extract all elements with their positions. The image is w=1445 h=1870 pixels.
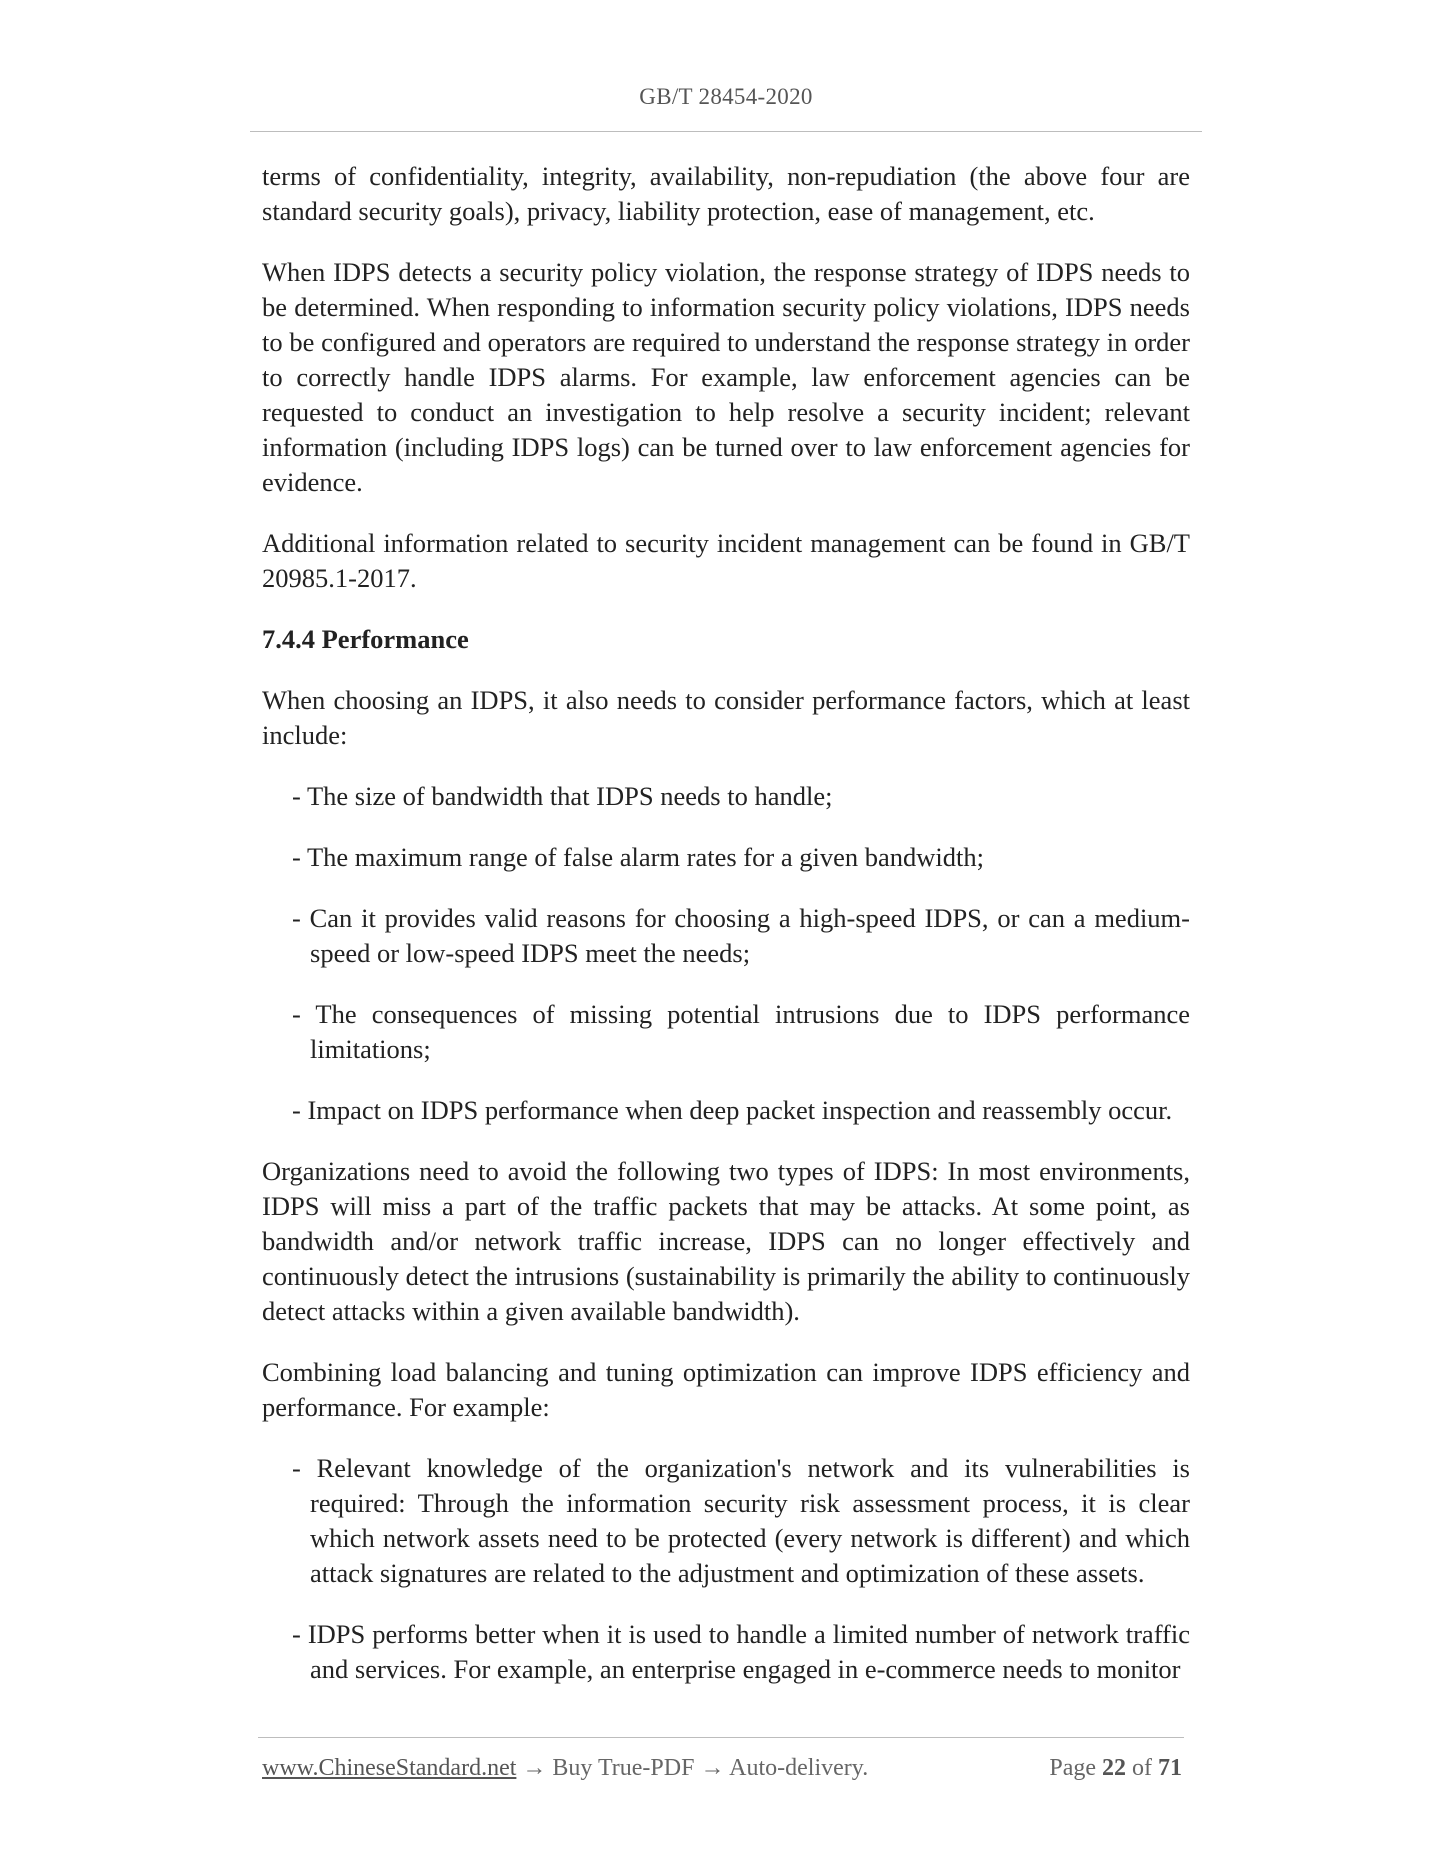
header-divider xyxy=(250,131,1202,132)
footer-divider xyxy=(258,1737,1184,1738)
list-item: - IDPS performs better when it is used to handle a limited number of network traffic and services. For example, an enterprise engaged in e-commerce needs to monitor xyxy=(292,1619,1190,1684)
paragraph: When choosing an IDPS, it also needs to consider performance factors, which at least include: xyxy=(262,685,1190,750)
of-label: of xyxy=(1132,1755,1152,1781)
page-label: Page xyxy=(1049,1755,1096,1781)
paragraph: Combining load balancing and tuning optimization can improve IDPS efficiency and performance. For example: xyxy=(262,1357,1190,1422)
list-item: - Impact on IDPS performance when deep packet inspection and reassembly occur. xyxy=(292,1095,1173,1125)
delivery-text: Auto-delivery. xyxy=(729,1755,869,1781)
list-item: - Can it provides valid reasons for choosing a high-speed IDPS, or can a medium-speed or low-speed IDPS meet the needs; xyxy=(292,903,1190,968)
page-body xyxy=(262,159,1190,1713)
section-heading: 7.4.4 Performance xyxy=(262,624,469,654)
page-footer xyxy=(262,1755,1182,1782)
arrow-right-icon: → xyxy=(700,1755,725,1781)
website-link[interactable]: www.ChineseStandard.net xyxy=(262,1755,517,1781)
paragraph: Additional information related to security incident management can be found in GB/T 20985.1-2017. xyxy=(262,528,1190,593)
paragraph: terms of confidentiality, integrity, availability, non-repudiation (the above four are standard security goals), privacy, liability protection, ease of management, etc. xyxy=(262,161,1190,226)
arrow-right-icon: → xyxy=(522,1755,547,1781)
document-header: GB/T 28454-2020 xyxy=(639,84,813,109)
page-indicator xyxy=(1049,1755,1182,1782)
list-item: - The maximum range of false alarm rates for a given bandwidth; xyxy=(292,842,984,872)
page-total: 71 xyxy=(1158,1755,1182,1781)
list-item: - The size of bandwidth that IDPS needs to handle; xyxy=(292,781,833,811)
page-number: 22 xyxy=(1102,1755,1126,1781)
buy-text: Buy True-PDF xyxy=(552,1755,695,1781)
list-item: - The consequences of missing potential intrusions due to IDPS performance limitations; xyxy=(292,999,1190,1064)
footer-promo xyxy=(262,1755,868,1782)
list-item: - Relevant knowledge of the organization's network and its vulnerabilities is required: Through the information security risk assessment process, it is clear which network assets need to be protected (every network is different) and which attack signatures are related to the adjustment and optimization of these assets. xyxy=(292,1453,1190,1588)
paragraph: Organizations need to avoid the following two types of IDPS: In most environments, IDPS will miss a part of the traffic packets that may be attacks. At some point, as bandwidth and/or network traffic increase, IDPS can no longer effectively and continuously detect the intrusions (sustainability is primarily the ability to continuously detect attacks within a given available bandwidth). xyxy=(262,1156,1190,1326)
paragraph: When IDPS detects a security policy violation, the response strategy of IDPS needs to be determined. When responding to information security policy violations, IDPS needs to be configured and operators are required to understand the response strategy in order to correctly handle IDPS alarms. For example, law enforcement agencies can be requested to conduct an investigation to help resolve a security incident; relevant information (including IDPS logs) can be turned over to law enforcement agencies for evidence. xyxy=(262,257,1190,497)
